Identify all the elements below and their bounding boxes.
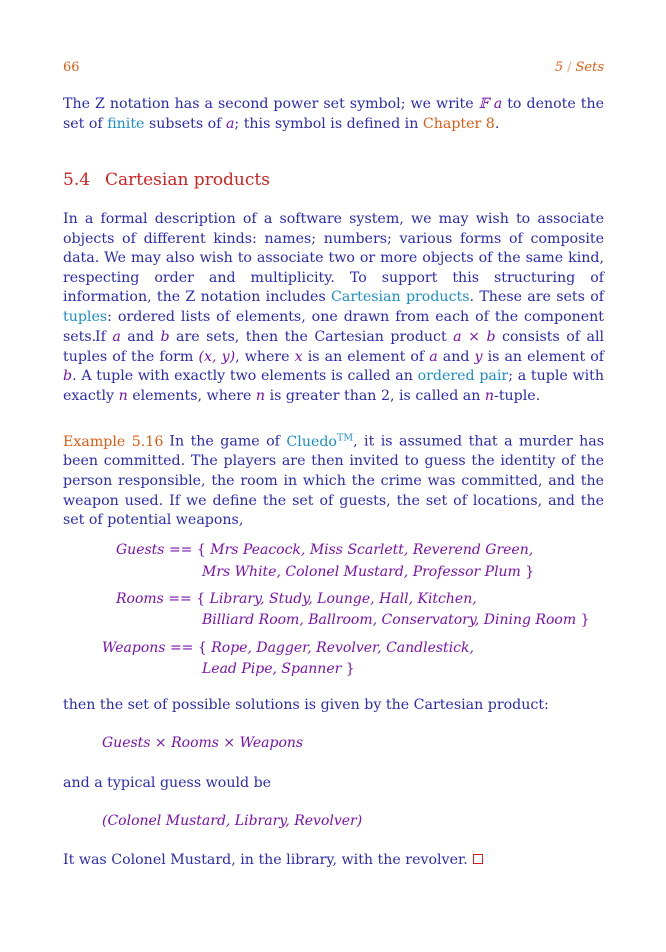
p2-t2: and: [120, 329, 161, 345]
def-rooms-name: Rooms: [116, 591, 164, 607]
defeq-symbol: ==: [168, 542, 193, 558]
link-cluedo[interactable]: [286, 434, 353, 450]
var-n: n: [255, 387, 266, 404]
def-rooms-line-1: [116, 591, 477, 607]
weapons-list-2: Lead Pipe, Spanner: [202, 661, 342, 677]
para1-text-2: . These are sets of: [469, 289, 604, 306]
section-number: 5.4: [63, 170, 91, 190]
close-brace: }: [345, 661, 355, 677]
p2-t10: ; a tuple with exactly: [63, 368, 604, 404]
link-chapter-8[interactable]: Chapter 8: [422, 115, 495, 132]
close-brace: }: [580, 612, 590, 628]
p2-t8: is an element of: [482, 348, 605, 365]
para1-text-3: : ordered lists of elements, one drawn from each of the component sets.: [63, 308, 604, 345]
def-guests-line-1: [116, 542, 533, 558]
rooms-list-2: Billiard Room, Ballroom, Conservatory, Dining Room: [202, 612, 577, 628]
var-a: a: [225, 115, 235, 132]
section-title: Cartesian products: [105, 170, 270, 190]
intro-text-4: ; this symbol is defined in: [234, 115, 423, 132]
p2-t6: is an element of: [302, 348, 430, 365]
qed-square-icon: [473, 854, 483, 864]
def-weapons-line-2: [202, 661, 355, 677]
p2-t3: are sets, then the Cartesian product: [169, 329, 454, 345]
intro-text-2: to denote the set of: [63, 96, 605, 132]
defeq-symbol: ==: [168, 591, 192, 607]
open-brace: {: [196, 542, 206, 558]
paragraph-1: [63, 210, 604, 347]
open-brace: {: [196, 591, 206, 607]
guests-list-1: Mrs Peacock, Miss Scarlett, Reverend Green,: [210, 542, 534, 558]
defeq-symbol: ==: [169, 640, 194, 656]
var-b: b: [63, 368, 73, 385]
paragraph-2: [63, 328, 604, 406]
p2-t11: elements, where: [127, 387, 256, 404]
guess-expression: (Colonel Mustard, Library, Revolver): [102, 813, 363, 829]
guests-list-2: Mrs White, Colonel Mustard, Professor Plum: [202, 564, 521, 580]
intro-paragraph: [63, 95, 604, 134]
trademark-mark: TM: [336, 432, 354, 443]
intro-text-5: .: [494, 115, 500, 132]
var-y: y: [474, 348, 483, 365]
link-tuples[interactable]: tuples: [63, 308, 108, 325]
p2-t9: . A tuple with exactly two elements is called an: [72, 368, 418, 385]
expr-a-times-b: a × b: [453, 329, 496, 345]
p2-t1: If: [95, 329, 113, 345]
ex-t1: In the game of: [169, 433, 287, 450]
typical-guess-text: and a typical guess would be: [63, 775, 272, 791]
def-weapons-line-1: [102, 640, 474, 656]
p2-t12: is greater than 2, is called an: [265, 387, 485, 404]
p2-t13: -tuple.: [494, 387, 541, 404]
close-brace: }: [525, 564, 535, 580]
cluedo-text[interactable]: Cluedo: [286, 433, 337, 450]
var-a: a: [429, 348, 438, 365]
para1-text-1: In a formal description of a software system, we may wish to associate objects of different kinds: names; numbers; various forms of composite data. We may also wish to associate two or more objects of the same kind, respecting order and multiplicity. To support this structuring of information, the Z notation includes: [63, 211, 604, 306]
def-guests-line-2: [202, 564, 534, 580]
def-rooms-line-2: [202, 612, 590, 628]
var-x: x: [294, 348, 303, 365]
var-n: n: [118, 387, 128, 404]
chapter-title: Sets: [575, 60, 604, 75]
var-b: b: [160, 329, 170, 345]
p2-t4: consists of all tuples of the form: [63, 329, 605, 365]
def-guests-name: Guests: [116, 542, 165, 558]
expr-tuple-xy: (x, y): [198, 348, 236, 365]
running-title: [555, 60, 604, 75]
ex-t2: , it is assumed that a murder has been committed. The players are then invited to guess the identity of the person responsible, the room in which the crime was committed, and the weapon used. If we define the set of guests, the set of locations, and the set of potential weapons,: [63, 433, 604, 529]
section-heading: [63, 170, 270, 190]
conclusion-text: It was Colonel Mustard, in the library, with the revolver.: [63, 852, 468, 868]
product-expression: Guests × Rooms × Weapons: [102, 735, 304, 751]
conclusion: [63, 851, 604, 871]
after-defs-text: then the set of possible solutions is given by the Cartesian product:: [63, 697, 549, 713]
header-separator: /: [567, 60, 572, 75]
link-cartesian-products[interactable]: Cartesian products: [331, 289, 470, 306]
intro-text-1: The Z notation has a second power set symbol; we write: [63, 96, 479, 112]
var-a: a: [493, 96, 503, 112]
example-label: Example 5.16: [63, 433, 164, 450]
var-n: n: [484, 387, 495, 404]
weapons-list-1: Rope, Dagger, Revolver, Candlestick,: [211, 640, 474, 656]
chapter-number: 5: [554, 60, 564, 75]
var-a: a: [112, 329, 121, 345]
p2-t7: and: [437, 348, 475, 365]
example-paragraph: [63, 428, 604, 531]
finite-powerset-symbol: 𝔽: [478, 96, 489, 112]
def-weapons-name: Weapons: [102, 640, 166, 656]
open-brace: {: [197, 640, 207, 656]
link-ordered-pair[interactable]: ordered pair: [417, 368, 509, 385]
page-number: 66: [63, 60, 80, 75]
running-header: [63, 60, 604, 78]
rooms-list-1: Library, Study, Lounge, Hall, Kitchen,: [209, 591, 477, 607]
link-finite[interactable]: finite: [107, 115, 145, 132]
p2-t5: , where: [235, 348, 295, 365]
intro-text-3: subsets of: [144, 115, 226, 132]
